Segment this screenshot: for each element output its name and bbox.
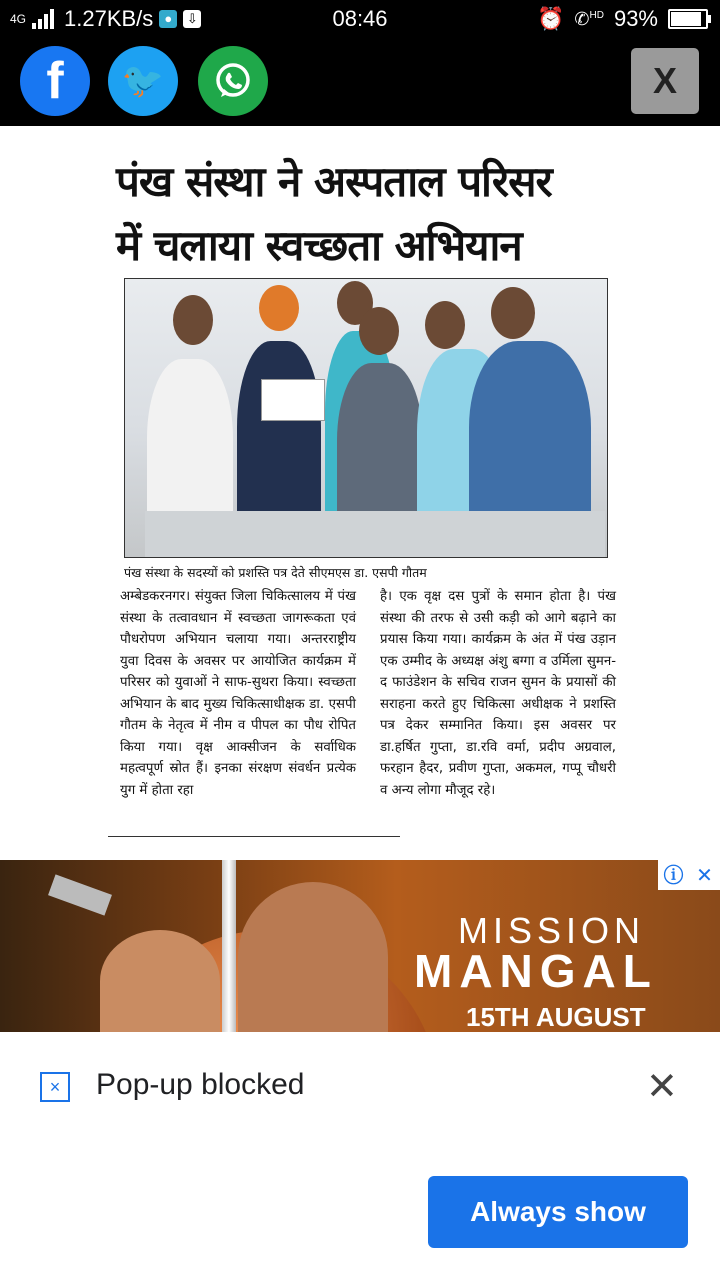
rocket-graphic bbox=[222, 860, 236, 1032]
popup-blocked-icon: × bbox=[40, 1072, 70, 1102]
hd-label: HD bbox=[589, 9, 604, 21]
article-headline bbox=[116, 150, 616, 278]
twitter-share-button[interactable] bbox=[108, 46, 178, 116]
ad-release-date: 15TH AUGUST bbox=[466, 1002, 646, 1032]
satellite-graphic bbox=[48, 874, 112, 915]
article-column-2: है। एक वृक्ष दस पुत्रों के समान होता है। पंख संस्था की तरफ से उसी कड़ी को आगे बढ़ाने का प्रयास किया गया। कार्यक्रम के अंत में पंख उड़ान एक उम्मीद के अध्यक्ष अंशु बग्गा व उर्मिला सुमन-द फाउंडेशन के सचिव राजन सुमन के प्रयासों की सराहना करते हुए चिकित्सा अधीक्षक ने प्रशस्ति पत्र देकर सम्मानित किया। इस अवसर पर डा.हर्षित गुप्ता, डा.रवि वर्मा, प्रदीप अग्रवाल, फरहान हैदर, प्रवीण गुप्ता, अकमल, गप्पू चौधरी व अन्य लोगा मौजूद रहे। bbox=[380, 589, 616, 798]
app-notification-icon: ● bbox=[159, 10, 177, 28]
article-photo bbox=[124, 278, 608, 558]
close-share-bar-button[interactable] bbox=[631, 48, 699, 114]
network-speed: 1.27KB/s bbox=[64, 6, 154, 31]
alarm-icon: ⏰ bbox=[537, 6, 565, 31]
popup-blocked-bar bbox=[0, 1032, 720, 1280]
ad-info-icon[interactable]: ⓘ bbox=[663, 863, 684, 887]
close-icon: X bbox=[652, 60, 677, 101]
photo-table bbox=[145, 511, 605, 557]
status-right bbox=[537, 6, 708, 32]
facebook-share-button[interactable] bbox=[20, 46, 90, 116]
whatsapp-icon bbox=[211, 59, 255, 103]
photo-person-head bbox=[173, 295, 213, 345]
headline-line-2: में चलाया स्वच्छता अभियान bbox=[116, 221, 522, 270]
whatsapp-share-button[interactable] bbox=[198, 46, 268, 116]
photo-person-head bbox=[259, 285, 299, 331]
ad-title-line-2: MANGAL bbox=[414, 945, 658, 997]
certificate bbox=[261, 379, 325, 421]
photo-caption: पंख संस्था के सदस्यों को प्रशस्ति पत्र देते सीएमएस डा. एसपी गौतम bbox=[124, 565, 427, 580]
headline-line-1: पंख संस्था ने अस्पताल परिसर bbox=[116, 157, 552, 206]
actor-face-left bbox=[100, 930, 220, 1032]
status-bar bbox=[0, 0, 720, 38]
status-time: 08:46 bbox=[332, 6, 388, 31]
advertisement-banner[interactable] bbox=[0, 860, 720, 1032]
download-notification-icon: ⇩ bbox=[183, 10, 201, 28]
network-label: 4G bbox=[10, 12, 27, 26]
column-divider bbox=[108, 836, 400, 837]
battery-fill bbox=[671, 12, 701, 26]
ad-choices[interactable] bbox=[658, 860, 720, 890]
popup-blocked-message: Pop-up blocked bbox=[96, 1068, 305, 1101]
news-clipping bbox=[108, 140, 614, 840]
twitter-icon: 🐦 bbox=[121, 62, 165, 100]
volte-call-icon: ✆$^{HD}$ bbox=[574, 8, 604, 29]
article-column-1: अम्बेडकरनगर। संयुक्त जिला चिकित्सालय में पंख संस्था के तत्वावधान में स्वच्छता जागरूकता एवं पौधरोपण अभियान चलाया गया। अन्तरराष्ट्रीय युवा दिवस के अवसर पर आयोजित कार्यक्रम में परिसर को युवाओं ने साफ-सुथरा किया। स्वच्छता अभियान के बाद मुख्य चिकित्साधीक्षक डा. एसपी गौतम के नेतृत्व में नीम व पीपल का पौध रोपित किया गया। वृक्ष आक्सीजन के सर्वाधिक महत्वपूर्ण स्रोत हैं। इनका संरक्षण संवर्धन प्रत्येक युग में होता रहा bbox=[120, 589, 356, 798]
actor-face-right bbox=[238, 882, 388, 1032]
photo-person-head bbox=[359, 307, 399, 355]
ad-title-line-1: MISSION bbox=[458, 910, 646, 951]
photo-person-head bbox=[491, 287, 535, 339]
battery-icon bbox=[668, 9, 708, 29]
dismiss-popup-button[interactable]: ✕ bbox=[646, 1066, 678, 1108]
top-bar bbox=[0, 0, 720, 126]
photo-person-head bbox=[425, 301, 465, 349]
always-show-button[interactable]: Always show bbox=[428, 1176, 688, 1248]
battery-percent: 93% bbox=[613, 6, 658, 31]
ad-close-icon[interactable]: ✕ bbox=[696, 863, 713, 887]
facebook-icon: f bbox=[46, 52, 64, 110]
